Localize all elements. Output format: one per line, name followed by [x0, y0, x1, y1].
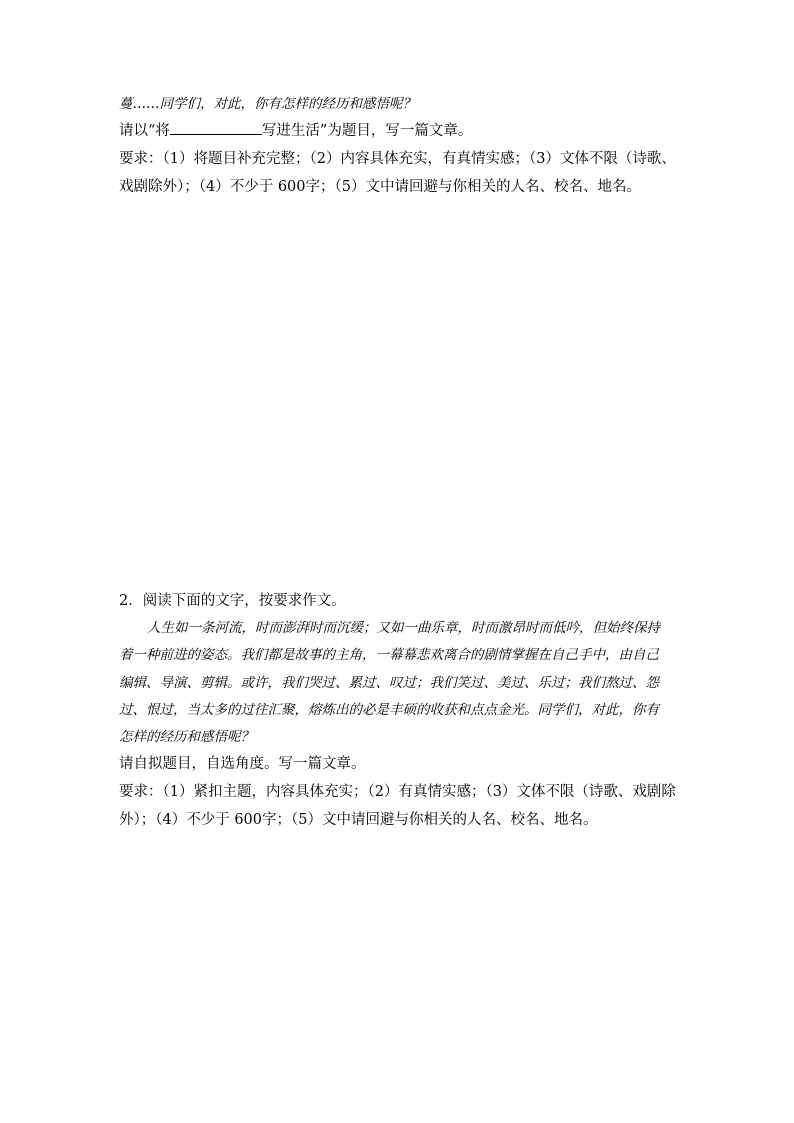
prompt-after-blank: 写进生活”为题目，写一篇文章。 — [261, 123, 473, 139]
essay-prompt-2: 请自拟题目，自选角度。写一篇文章。 — [119, 756, 366, 772]
passage-line: 人生如一条河流，时而澎湃时而沉缓；又如一曲乐章，时而激昂时而低吟，但始终保持 — [147, 620, 660, 636]
passage-line: 编辑、导演、剪辑。或许，我们哭过、累过、叹过；我们笑过、美过、乐过；我们熬过、怨 — [119, 675, 659, 691]
passage-line: 怎样的经历和感悟呢？ — [119, 729, 254, 745]
requirements-2-line-2: 外）；（4）不少于 600字；（5）文中请回避与你相关的人名、校名、地名。 — [119, 812, 598, 828]
passage-line: 着一种前进的姿态。我们都是故事的主角，一幕幕悲欢离合的剧情掌握在自己手中，由自己 — [119, 647, 659, 663]
question-2-heading: 2．阅读下面的文字，按要求作文。 — [119, 593, 346, 609]
essay-prompt — [119, 120, 472, 141]
passage-line: 过、恨过，当太多的过往汇聚，熔炼出的必是丰硕的收获和点点金光。同学们，对此，你有 — [119, 702, 659, 718]
requirements-2-line-1: 要求：（1）紧扣主题，内容具体充实；（2）有真情实感；（3）文体不限（诗歌、戏剧除 — [119, 784, 676, 800]
requirements-line-2: 戏剧除外）；（4）不少于 600字；（5）文中请回避与你相关的人名、校名、地名。 — [119, 179, 641, 195]
passage-tail-line: 蔓……同学们，对此，你有怎样的经历和感悟呢？ — [119, 96, 416, 112]
title-blank — [170, 120, 262, 135]
requirements-line-1: 要求：（1）将题目补充完整；（2）内容具体充实，有真情实感；（3）文体不限（诗歌、 — [119, 151, 676, 167]
prompt-before-blank: 请以“将 — [119, 123, 170, 139]
